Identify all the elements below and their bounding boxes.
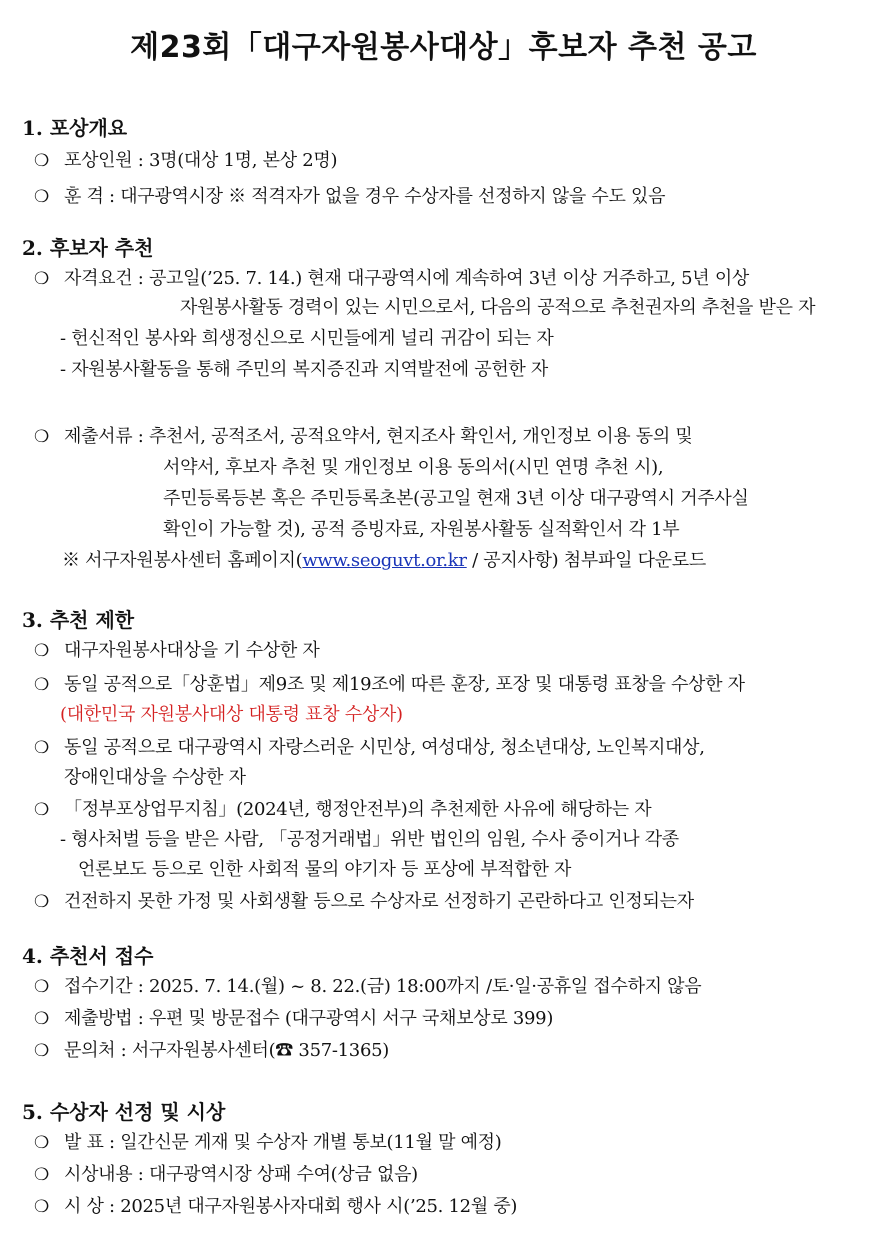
s5-line-2: ❍ 시상내용 : 대구광역시장 상패 수여(상금 없음) (34, 1160, 418, 1186)
s2-line-2: 자원봉사활동 경력이 있는 시민으로서, 다음의 공적으로 추천권자의 추천을 받은 자 (180, 297, 816, 318)
s3-line-3-red-note: (대한민국 자원봉사대상 대통령 표창 수상자) (60, 704, 403, 725)
s2-line-4: - 자원봉사활동을 통해 주민의 복지증진과 지역발전에 공헌한 자 (60, 359, 549, 380)
s5-line-1: ❍ 발 표 : 일간신문 게재 및 수상자 개별 통보(11월 말 예정) (34, 1128, 502, 1154)
s4-line-1: ❍ 접수기간 : 2025. 7. 14.(월) ~ 8. 22.(금) 18:00까지 /토·일·공휴일 접수하지 않음 (34, 972, 701, 998)
s2-line-5: ❍ 제출서류 : 추천서, 공적조서, 공적요약서, 현지조사 확인서, 개인정보 이용 동의 및 (34, 422, 692, 448)
s2-line-9-prefix: ※ 서구자원봉사센터 홈페이지( (62, 550, 303, 571)
s3-line-7: - 형사처벌 등을 받은 사람, 「공정거래법」위반 법인의 임원, 수사 중이거나 각종 (60, 829, 679, 850)
s2-line-1: ❍ 자격요건 : 공고일(’25. 7. 14.) 현재 대구광역시에 계속하여 3년 이상 거주하고, 5년 이상 (34, 264, 749, 290)
section-1-heading: 1. 포상개요 (22, 116, 128, 140)
s3-line-6: ❍ 「정부포상업무지침」(2024년, 행정안전부)의 추천제한 사유에 해당하는 자 (34, 795, 651, 821)
section-4-heading: 4. 추천서 접수 (22, 944, 154, 968)
page-title: 제23회「대구자원봉사대상」후보자 추천 공고 (130, 30, 757, 65)
s5-line-3: ❍ 시 상 : 2025년 대구자원봉사자대회 행사 시(’25. 12월 중) (34, 1192, 517, 1218)
homepage-link[interactable]: www.seoguvt.or.kr (302, 550, 467, 571)
s2-line-7: 주민등록등본 혹은 주민등록초본(공고일 현재 3년 이상 대구광역시 거주사실 (163, 488, 749, 509)
s3-line-1: ❍ 대구자원봉사대상을 기 수상한 자 (34, 636, 320, 662)
section-2-heading: 2. 후보자 추천 (22, 236, 154, 260)
s4-line-3: ❍ 문의처 : 서구자원봉사센터(☎ 357-1365) (34, 1036, 389, 1062)
s2-line-3: - 헌신적인 봉사와 희생정신으로 시민들에게 널리 귀감이 되는 자 (60, 328, 554, 349)
s3-line-2: ❍ 동일 공적으로「상훈법」제9조 및 제19조에 따른 훈장, 포장 및 대통령 표창을 수상한 자 (34, 670, 745, 696)
section-5-heading: 5. 수상자 선정 및 시상 (22, 1100, 226, 1124)
s3-line-9: ❍ 건전하지 못한 가정 및 사회생활 등으로 수상자로 선정하기 곤란하다고 인정되는자 (34, 887, 694, 913)
s2-line-6: 서약서, 후보자 추천 및 개인정보 이용 동의서(시민 연명 추천 시), (163, 457, 664, 478)
s3-line-4: ❍ 동일 공적으로 대구광역시 자랑스러운 시민상, 여성대상, 청소년대상, 노인복지대상, (34, 733, 705, 759)
s4-line-2: ❍ 제출방법 : 우편 및 방문접수 (대구광역시 서구 국채보상로 399) (34, 1004, 553, 1030)
s3-line-8: 언론보도 등으로 인한 사회적 물의 야기자 등 포상에 부적합한 자 (78, 859, 572, 880)
section-3-heading: 3. 추천 제한 (22, 608, 135, 632)
s3-line-5: 장애인대상을 수상한 자 (64, 767, 246, 788)
s2-line-9-suffix: / 공지사항) 첨부파일 다운로드 (466, 550, 706, 571)
s2-line-8: 확인이 가능할 것), 공적 증빙자료, 자원봉사활동 실적확인서 각 1부 (163, 519, 680, 540)
s1-line-1: ❍ 포상인원 : 3명(대상 1명, 본상 2명) (34, 146, 337, 172)
s2-line-9 (62, 546, 706, 572)
s1-line-2: ❍ 훈 격 : 대구광역시장 ※ 적격자가 없을 경우 수상자를 선정하지 않을 수도 있음 (34, 182, 665, 208)
